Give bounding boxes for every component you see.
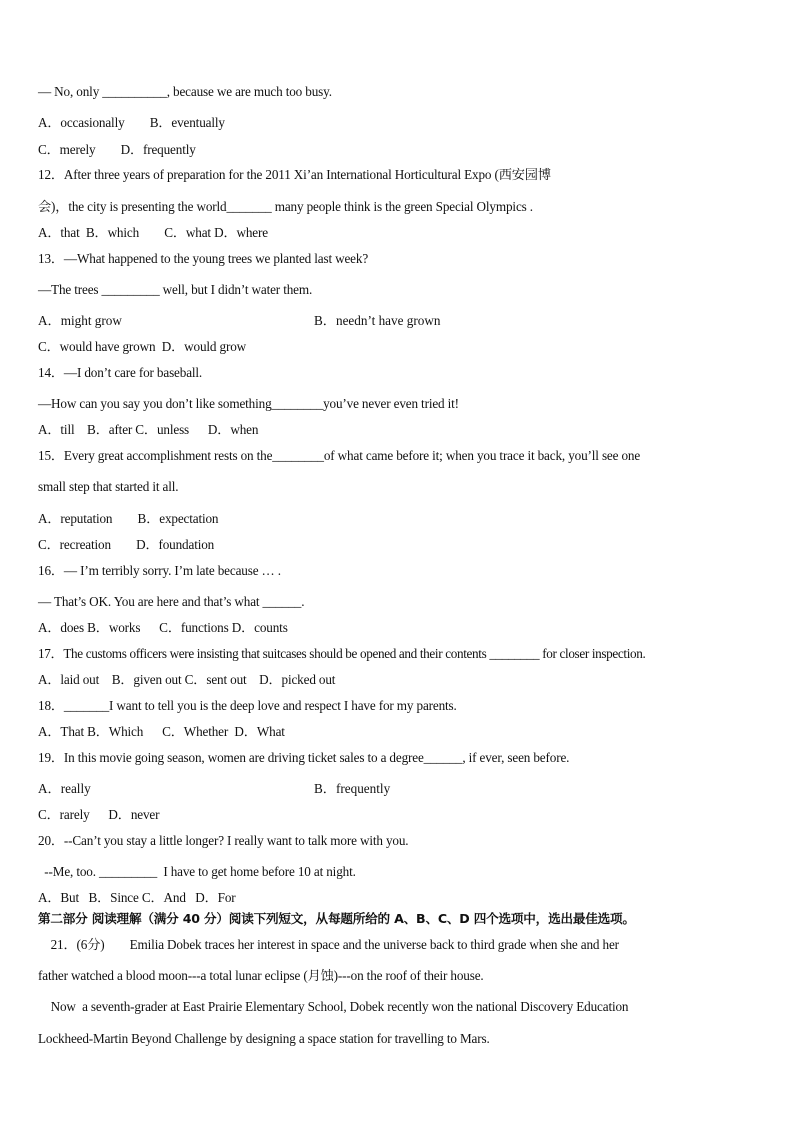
question-20-stem: 20．--Can’t you stay a little longer? I really want to talk more with you. <box>38 833 409 848</box>
question-12-options: A．that B．which C．what D．where <box>38 225 268 240</box>
question-13-reply: —The trees _________ well, but I didn’t water them. <box>38 282 313 297</box>
passage-line-2: father watched a blood moon---a total lunar eclipse (月蚀)---on the roof of their house. <box>38 968 484 983</box>
question-17-stem: 17．The customs officers were insisting that suitcases should be opened and their contents ________ for closer inspection. <box>38 646 646 661</box>
question-14-stem: 14．—I don’t care for baseball. <box>38 365 203 380</box>
question-15-stem-cont: small step that started it all. <box>38 479 179 494</box>
question-17-options: A．laid out B．given out C．sent out D．picked out <box>38 672 336 687</box>
question-13-stem: 13．—What happened to the young trees we planted last week? <box>38 251 369 266</box>
question-13-option-a: A．might grow <box>38 313 122 328</box>
question-14-reply: —How can you say you don’t like something________you’ve never even tried it! <box>38 396 459 411</box>
question-11-options-ab: A．occasionally B．eventually <box>38 115 225 130</box>
question-19-options-cd: C．rarely D．never <box>38 807 160 822</box>
passage-line-4: Lockheed-Martin Beyond Challenge by designing a space station for travelling to Mars. <box>38 1031 490 1046</box>
question-18-options: A．That B．Which C．Whether D．What <box>38 724 285 739</box>
question-15-stem: 15．Every great accomplishment rests on the________of what came before it; when you trace it back, you’ll see one <box>38 448 641 463</box>
question-15-options-cd: C．recreation D．foundation <box>38 537 215 552</box>
question-19-option-a: A．really <box>38 781 91 796</box>
question-16-stem: 16．— I’m terribly sorry. I’m late because … . <box>38 563 281 578</box>
question-15-options-ab: A．reputation B．expectation <box>38 511 219 526</box>
question-12-stem-cont: 会)，the city is presenting the world_______ many people think is the green Special Olympics . <box>38 199 533 214</box>
question-13-options-cd: C．would have grown D．would grow <box>38 339 247 354</box>
question-18-stem: 18．_______I want to tell you is the deep love and respect I have for my parents. <box>38 698 457 713</box>
passage-line-3: Now a seventh-grader at East Prairie Elementary School, Dobek recently won the national Discovery Education <box>38 999 629 1014</box>
question-20-reply: --Me, too. _________ I have to get home before 10 at night. <box>38 864 356 879</box>
question-19-option-b: B．frequently <box>314 781 391 796</box>
question-12-stem: 12．After three years of preparation for the 2011 Xi’an International Horticultural Expo (西安园博 <box>38 167 551 182</box>
question-14-options: A．till B．after C．unless D．when <box>38 422 259 437</box>
question-19-stem: 19．In this movie going season, women are driving ticket sales to a degree______, if ever, seen before. <box>38 750 570 765</box>
question-11-options-cd: C．merely D．frequently <box>38 142 196 157</box>
question-16-options: A．does B．works C．functions D．counts <box>38 620 288 635</box>
question-11-stem: — No, only __________, because we are much too busy. <box>38 84 332 99</box>
passage-line-1: 21．(6分) Emilia Dobek traces her interest in space and the universe back to third grade when she and her <box>38 937 619 952</box>
question-16-reply: — That’s OK. You are here and that’s what ______. <box>38 594 305 609</box>
question-13-option-b: B．needn’t have grown <box>314 313 441 328</box>
section-heading: 第二部分 阅读理解（满分 40 分）阅读下列短文，从每题所给的 A、B、C、D 四个选项中，选出最佳选项。 <box>38 911 635 926</box>
question-20-options: A．But B．Since C．And D．For <box>38 890 236 905</box>
